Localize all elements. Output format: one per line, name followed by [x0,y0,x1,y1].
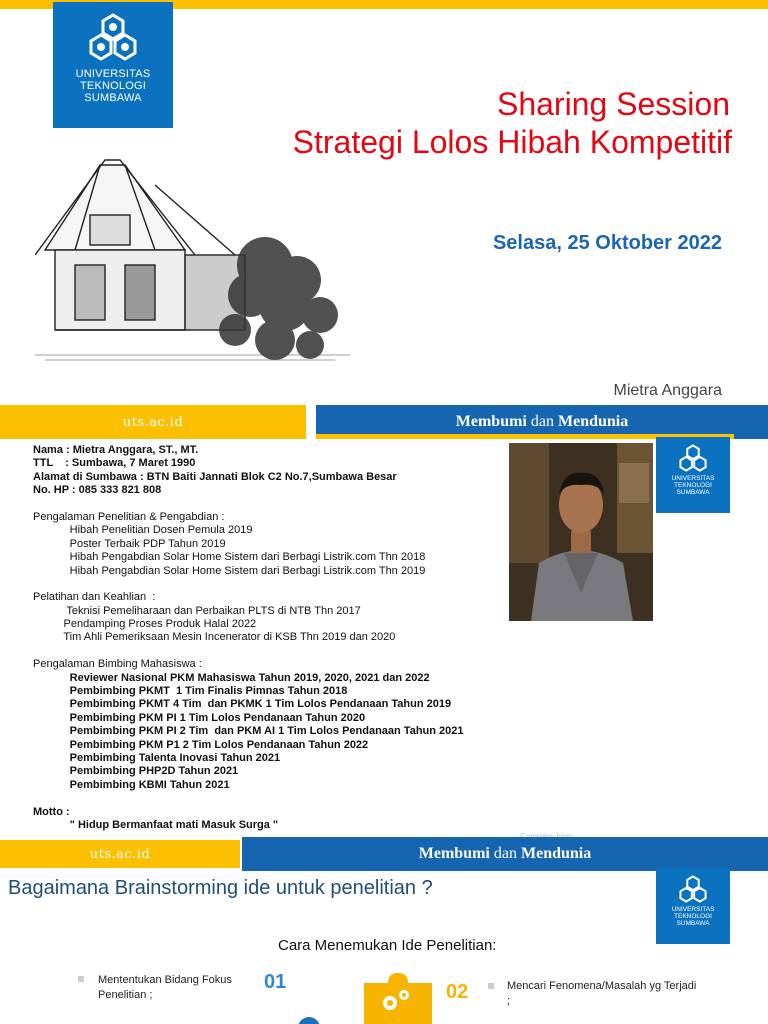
bio-line [33,498,503,511]
step-1-text: Mententukan Bidang Fokus Penelitian ; [98,974,232,1001]
step-2-text: Mencari Fenomena/Masalah yg Terjadi ; [507,980,697,1007]
bullet-1 [78,976,84,982]
bio-line: Pembimbing PKM PI 2 Tim dan PKM AI 1 Tim Lolos Pendanaan Tahun 2021 [33,725,464,738]
bio-line: Poster Terbaik PDP Tahun 2019 [33,537,226,550]
presenter-name: Mietra Anggara [613,382,722,399]
site-link[interactable]: uts.ac.id [0,405,306,439]
title-sharing-session: Sharing Session [496,86,730,122]
bullet-2 [488,983,494,989]
bio-line: No. HP : 085 333 821 808 [33,484,162,497]
bio-line: Pendamping Proses Produk Halal 2022 [33,618,257,631]
bio-line: Pembimbing PKMT 4 Tim dan PKMK 1 Tim Lolos Pendanaan Tahun 2019 [33,698,452,711]
univ-line-2: TEKNOLOGI [80,80,146,92]
university-name [76,68,151,104]
blue-circle-decoration [298,1017,320,1024]
hexagon-logo-icon [673,874,713,904]
university-name-small [672,475,715,496]
bio-line: Hibah Penelitian Dosen Pemula 2019 [33,524,253,537]
motto-word-b: Mendunia [520,845,592,862]
hexagon-logo-icon [673,443,713,473]
univ-line-1: UNIVERSITAS [671,906,715,913]
step-2-number: 02 [446,981,469,1003]
gears-puzzle-icon [358,965,438,1024]
title-strategy: Strategi Lolos Hibah Kompetitif [292,124,732,160]
bio-line: Motto : [33,805,70,818]
bio-line: Pembimbing PKM PI 1 Tim Lolos Pendanaan Tahun 2020 [33,711,366,724]
bio-line [33,578,503,591]
bio-line [33,792,503,805]
university-logo [53,2,173,128]
bio-line: " Hidup Bermanfaat mati Masuk Surga " [33,818,279,831]
bio-text [33,444,503,832]
univ-line-3: SUMBAWA [676,489,710,496]
university-logo-small [656,868,730,944]
university-name-small [672,906,715,927]
bio-line: Pembimbing Talenta Inovasi Tahun 2021 [33,751,281,764]
bio-line: Pengalaman Bimbing Mahasiswa : [33,658,202,671]
hexagon-logo-icon [78,12,148,62]
bio-line: Hibah Pengabdian Solar Home Sistem dari Berbagi Listrik.com Thn 2019 [33,564,426,577]
bio-line: Alamat di Sumbawa : BTN Baiti Jannati Blok C2 No.7,Sumbawa Besar [33,470,397,483]
bio-line: Nama : Mietra Anggara, ST., MT. [33,444,199,456]
bio-line: Reviewer Nasional PKM Mahasiswa Tahun 2019, 2020, 2021 dan 2022 [33,671,430,684]
univ-line-3: SUMBAWA [676,920,710,927]
bio-line: TTL : Sumbawa, 7 Maret 1990 [33,457,196,470]
footer-band-2 [0,837,768,871]
bio-line: Tim Ahli Pemeriksaan Mesin Incenerator di KSB Thn 2019 dan 2020 [33,631,396,644]
bio-line: Pembimbing PHP2D Tahun 2021 [33,765,239,778]
site-link[interactable]: uts.ac.id [0,840,240,868]
event-date: Selasa, 25 Oktober 2022 [492,232,722,254]
univ-line-2: TEKNOLOGI [674,913,712,920]
bio-line: Teknisi Pemeliharaan dan Perbaikan PLTS di NTB Thn 2017 [33,604,361,617]
motto-and: dan [489,845,521,862]
footer-band-1 [0,405,768,439]
bio-line: Pelatihan dan Keahlian : [33,591,156,604]
presenter-photo [509,443,653,621]
bio-line: Pengalaman Penelitian & Pengabdian : [33,510,225,523]
bio-line: Pembimbing KBMI Tahun 2021 [33,778,230,791]
motto-and: dan [526,413,558,430]
bio-line: Pembimbing PKMT 1 Tim Finalis Pimnas Tahun 2018 [33,685,348,698]
university-logo-small [656,437,730,513]
section-subtitle: Cara Menemukan Ide Penelitian: [278,937,497,954]
univ-line-1: UNIVERSITAS [671,475,715,482]
univ-line-1: UNIVERSITAS [75,68,151,80]
house-sketch-image [35,155,350,365]
bio-line: Pembimbing PKM P1 2 Tim Lolos Pendanaan Tahun 2022 [33,738,369,751]
step-1-number: 01 [264,971,287,993]
univ-line-3: SUMBAWA [84,92,142,104]
univ-line-2: TEKNOLOGI [674,482,712,489]
bio-line [33,645,503,658]
motto-word-a: Membumi [455,413,527,430]
bio-line: Hibah Pengabdian Solar Home Sistem dari Berbagi Listrik.com Thn 2018 [33,551,426,564]
motto-word-a: Membumi [418,845,490,862]
motto-banner [242,837,768,871]
motto-word-b: Mendunia [557,413,629,430]
brainstorm-question: Bagaimana Brainstorming ide untuk penelitian ? [8,877,433,899]
